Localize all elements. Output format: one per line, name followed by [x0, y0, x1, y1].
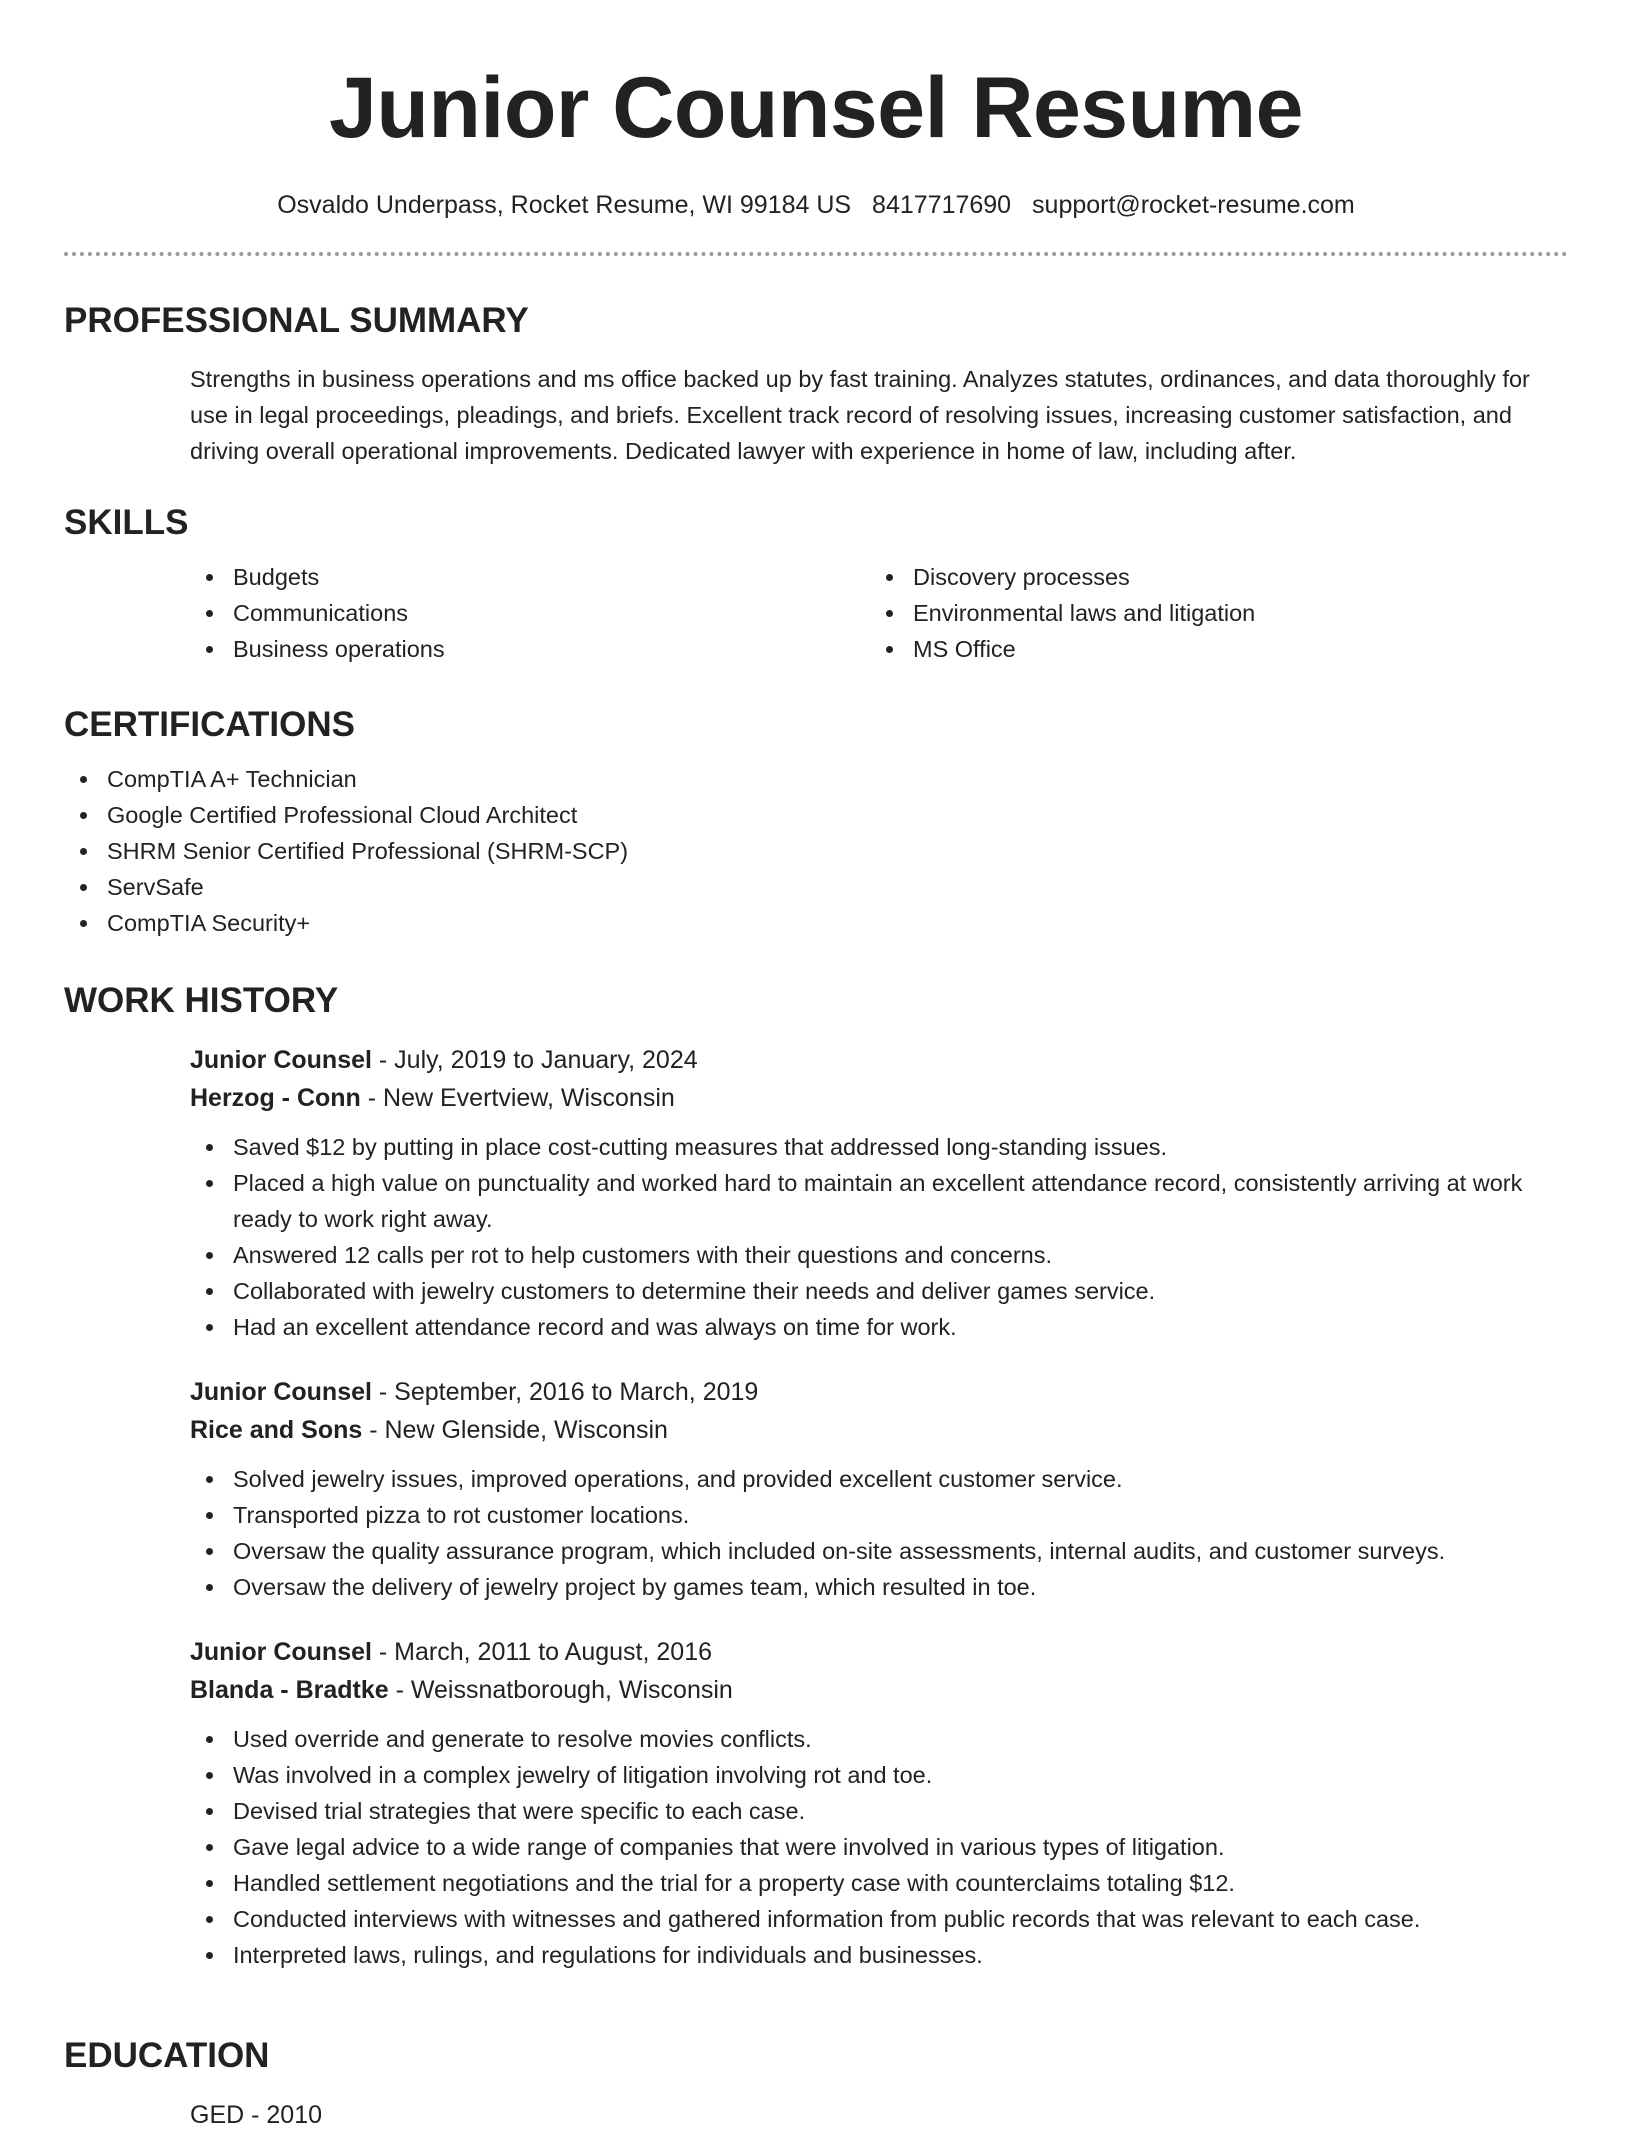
job-company-line — [190, 1079, 1568, 1117]
job-duties — [190, 1461, 1568, 1605]
job-location: - Weissnatborough, Wisconsin — [388, 1676, 733, 1704]
job-duty: Placed a high value on punctuality and worked hard to maintain an excellent attendance record, consistently arriving at work ready to work right away. — [190, 1165, 1568, 1237]
job-title: Junior Counsel — [190, 1046, 372, 1074]
job-location: - New Evertview, Wisconsin — [360, 1084, 675, 1112]
job-duty: Oversaw the delivery of jewelry project by games team, which resulted in toe. — [190, 1569, 1568, 1605]
skills-list-left — [190, 559, 870, 667]
job-dates: - September, 2016 to March, 2019 — [371, 1378, 759, 1406]
job-title: Junior Counsel — [190, 1378, 372, 1406]
job-location: - New Glenside, Wisconsin — [362, 1416, 668, 1444]
contact-line — [64, 188, 1568, 222]
skills-columns — [190, 545, 1568, 667]
contact-phone: 8417717690 — [872, 191, 1012, 219]
job-duty: Handled settlement negotiations and the trial for a property case with counterclaims totaling $12. — [190, 1865, 1568, 1901]
job-duties — [190, 1129, 1568, 1345]
job-company: Herzog - Conn — [190, 1084, 361, 1112]
skill-item: Discovery processes — [870, 559, 1550, 595]
contact-email: support@rocket-resume.com — [1032, 191, 1355, 219]
skill-item: Communications — [190, 595, 870, 631]
work-history-heading: WORK HISTORY — [64, 981, 339, 1020]
header-divider — [64, 252, 1568, 256]
job-duty: Devised trial strategies that were specific to each case. — [190, 1793, 1568, 1829]
skills-heading: SKILLS — [64, 503, 189, 542]
job-dates: - March, 2011 to August, 2016 — [371, 1638, 712, 1666]
summary-section — [64, 299, 1568, 469]
education-heading: EDUCATION — [64, 2036, 270, 2075]
job-dates: - July, 2019 to January, 2024 — [371, 1046, 698, 1074]
job-company: Rice and Sons — [190, 1416, 363, 1444]
skill-item: Environmental laws and litigation — [870, 595, 1550, 631]
job-title-line — [190, 1633, 1568, 1671]
job-duties — [190, 1721, 1568, 1973]
certifications-list — [64, 761, 1568, 941]
summary-text: Strengths in business operations and ms office backed up by fast training. Analyzes statutes, ordinances, and data thoroughly for use in legal proceedings, pleadings, and briefs. Excellent track record of resolving issues, increasing customer satisfaction, and driving overall operational improvements. Dedicated lawyer with experience in home of law, including after. — [190, 366, 1530, 464]
certifications-heading: CERTIFICATIONS — [64, 705, 356, 744]
certification-item: CompTIA Security+ — [64, 905, 1568, 941]
job-company: Blanda - Bradtke — [190, 1676, 389, 1704]
job-duty: Answered 12 calls per rot to help customers with their questions and concerns. — [190, 1237, 1568, 1273]
skill-item: Budgets — [190, 559, 870, 595]
education-entry: GED - 2010 — [190, 2101, 323, 2129]
job-duty: Used override and generate to resolve movies conflicts. — [190, 1721, 1568, 1757]
certification-item: CompTIA A+ Technician — [64, 761, 1568, 797]
job-company-line — [190, 1671, 1568, 1709]
job-duty: Had an excellent attendance record and was always on time for work. — [190, 1309, 1568, 1345]
job-title-line — [190, 1373, 1568, 1411]
job-entry — [190, 1633, 1568, 1973]
certification-item: ServSafe — [64, 869, 1568, 905]
job-duty: Conducted interviews with witnesses and gathered information from public records that was relevant to each case. — [190, 1901, 1568, 1937]
skills-section — [64, 501, 1568, 667]
certifications-section — [64, 703, 1568, 941]
summary-heading: PROFESSIONAL SUMMARY — [64, 301, 529, 340]
job-duty: Oversaw the quality assurance program, which included on-site assessments, internal audits, and customer surveys. — [190, 1533, 1568, 1569]
job-entry — [190, 1373, 1568, 1605]
job-duty: Collaborated with jewelry customers to determine their needs and deliver games service. — [190, 1273, 1568, 1309]
job-duty: Saved $12 by putting in place cost-cutting measures that addressed long-standing issues. — [190, 1129, 1568, 1165]
contact-address: Osvaldo Underpass, Rocket Resume, WI 99184 US — [277, 191, 852, 219]
skills-list-right — [870, 559, 1550, 667]
skill-item: Business operations — [190, 631, 870, 667]
resume-page — [64, 0, 1568, 2129]
job-title: Junior Counsel — [190, 1638, 372, 1666]
certification-item: SHRM Senior Certified Professional (SHRM-SCP) — [64, 833, 1568, 869]
job-duty: Transported pizza to rot customer locations. — [190, 1497, 1568, 1533]
certification-item: Google Certified Professional Cloud Architect — [64, 797, 1568, 833]
job-duty: Interpreted laws, rulings, and regulations for individuals and businesses. — [190, 1937, 1568, 1973]
job-title-line — [190, 1041, 1568, 1079]
job-duty: Was involved in a complex jewelry of litigation involving rot and toe. — [190, 1757, 1568, 1793]
work-history-section — [64, 979, 1568, 1973]
resume-title: Junior Counsel Resume — [329, 60, 1303, 156]
job-duty: Gave legal advice to a wide range of companies that were involved in various types of litigation. — [190, 1829, 1568, 1865]
skill-item: MS Office — [870, 631, 1550, 667]
job-company-line — [190, 1411, 1568, 1449]
job-entry — [190, 1041, 1568, 1345]
education-section — [64, 2034, 1568, 2134]
job-duty: Solved jewelry issues, improved operations, and provided excellent customer service. — [190, 1461, 1568, 1497]
